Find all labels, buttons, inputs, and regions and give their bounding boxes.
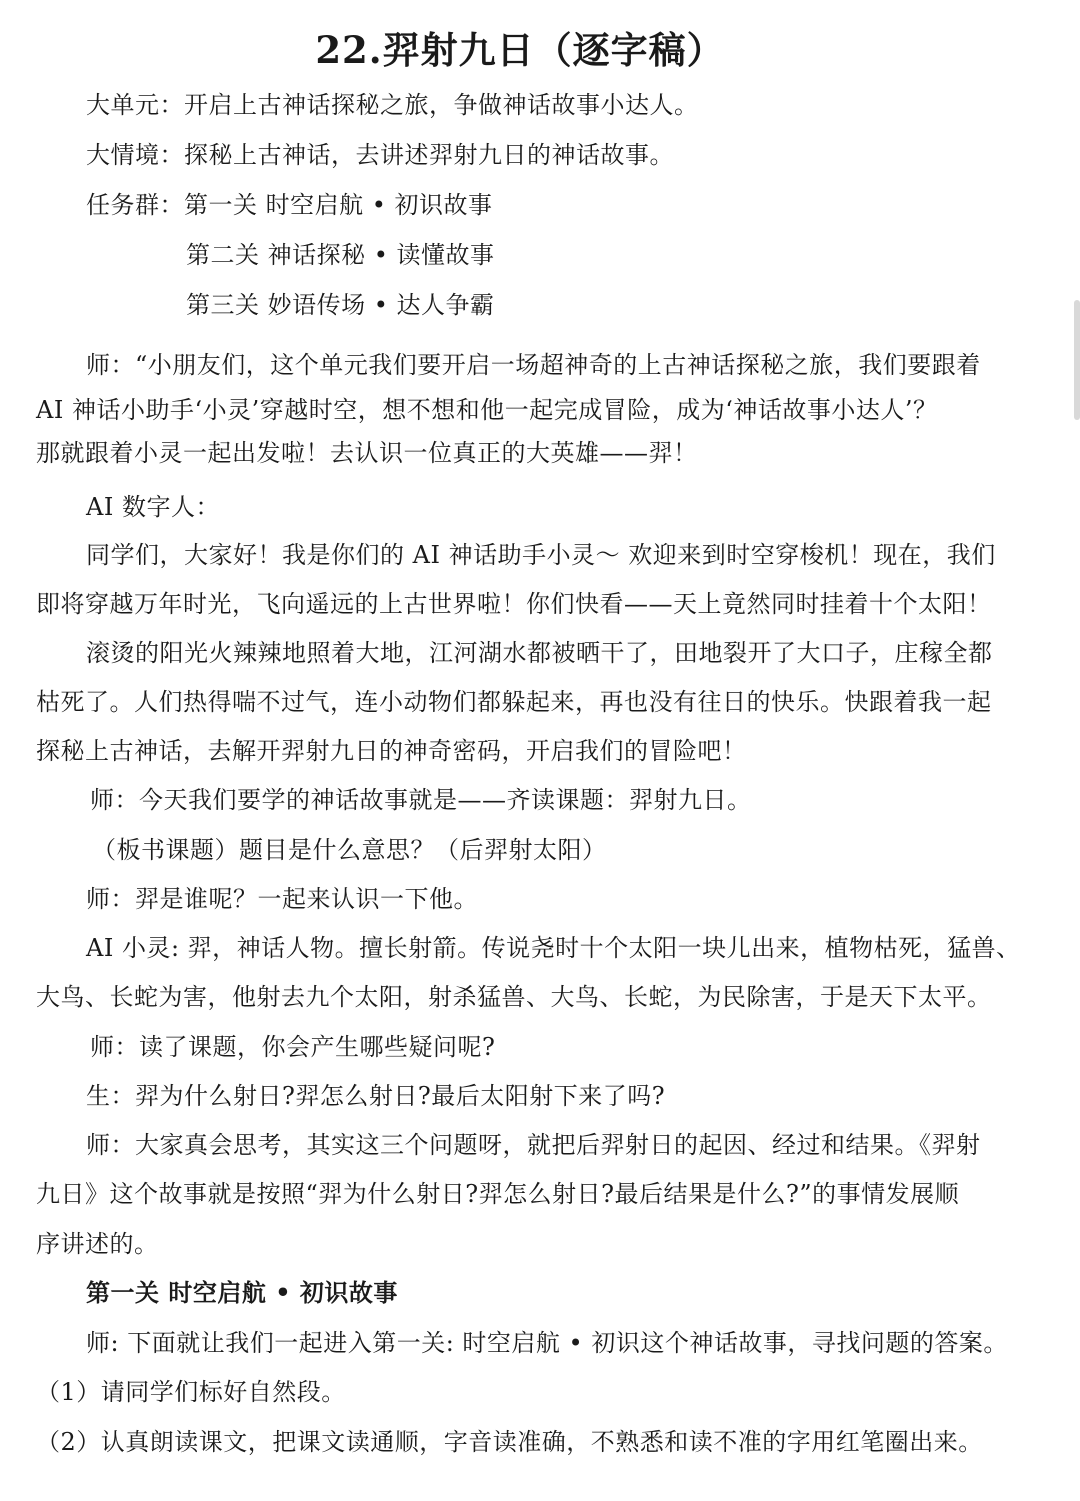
text-line: 枯死了。人们热得喘不过气，连小动物们都躲起来，再也没有往日的快乐。快跟着我一起 bbox=[36, 688, 992, 716]
text-line-task-3: 第三关 妙语传场 • 达人争霸 bbox=[186, 291, 495, 319]
text-line: 师：羿是谁呢？一起来认识一下他。 bbox=[86, 885, 478, 913]
text-line: AI 数字人： bbox=[86, 493, 220, 521]
text-line: 探秘上古神话，去解开羿射九日的神奇密码，开启我们的冒险吧！ bbox=[36, 737, 747, 765]
text-line: 滚烫的阳光火辣辣地照着大地，江河湖水都被晒干了，田地裂开了大口子，庄稼全都 bbox=[86, 639, 993, 667]
text-line-context: 大情境：探秘上古神话，去讲述羿射九日的神话故事。 bbox=[86, 141, 674, 169]
text-line: 生：羿为什么射日?羿怎么射日?最后太阳射下来了吗? bbox=[86, 1082, 666, 1110]
text-line: AI 小灵: 羿，神话人物。擅长射箭。传说尧时十个太阳一块儿出来，植物枯死，猛兽、 bbox=[86, 934, 1021, 962]
text-line: 九日》这个故事就是按照“羿为什么射日?羿怎么射日?最后结果是什么?”的事情发展顺 bbox=[36, 1180, 960, 1208]
text-line: 师：读了课题，你会产生哪些疑问呢? bbox=[90, 1033, 496, 1061]
text-line-task-1: 任务群：第一关 时空启航 • 初识故事 bbox=[86, 191, 493, 219]
section-heading: 第一关 时空启航 • 初识故事 bbox=[86, 1278, 398, 1307]
text-line: AI 神话小助手‘小灵’穿越时空，想不想和他一起完成冒险，成为‘神话故事小达人’？ bbox=[36, 396, 938, 424]
text-line: （板书课题）题目是什么意思？（后羿射太阳） bbox=[92, 836, 607, 864]
document-title: 22.羿射九日（逐字稿） bbox=[315, 28, 725, 72]
text-line: 即将穿越万年时光，飞向遥远的上古世界啦！你们快看——天上竟然同时挂着十个太阳！ bbox=[36, 590, 992, 618]
text-line: （1）请同学们标好自然段。 bbox=[36, 1378, 346, 1406]
text-line: （2）认真朗读课文，把课文读通顺，字音读准确，不熟悉和读不准的字用红笔圈出来。 bbox=[36, 1428, 983, 1456]
text-line-task-2: 第二关 神话探秘 • 读懂故事 bbox=[186, 241, 495, 269]
text-line: 序讲述的。 bbox=[36, 1230, 159, 1258]
text-line: 师：大家真会思考，其实这三个问题呀，就把后羿射日的起因、经过和结果。《羿射 bbox=[86, 1131, 981, 1159]
text-line: 师: 下面就让我们一起进入第一关: 时空启航 • 初识这个神话故事，寻找问题的答案。 bbox=[86, 1329, 1008, 1357]
vertical-scrollbar[interactable] bbox=[1074, 300, 1080, 420]
text-line: 同学们，大家好！我是你们的 AI 神话助手小灵～ 欢迎来到时空穿梭机！现在，我们 bbox=[86, 541, 996, 569]
text-line: 师：今天我们要学的神话故事就是——齐读课题：羿射九日。 bbox=[90, 786, 752, 814]
text-line: 大鸟、长蛇为害，他射去九个太阳，射杀猛兽、大鸟、长蛇，为民除害，于是天下太平。 bbox=[36, 983, 992, 1011]
text-line-unit: 大单元：开启上古神话探秘之旅，争做神话故事小达人。 bbox=[86, 91, 699, 119]
text-line: 师：“小朋友们，这个单元我们要开启一场超神奇的上古神话探秘之旅，我们要跟着 bbox=[86, 351, 981, 379]
text-line: 那就跟着小灵一起出发啦！去认识一位真正的大英雄——羿！ bbox=[36, 439, 698, 467]
